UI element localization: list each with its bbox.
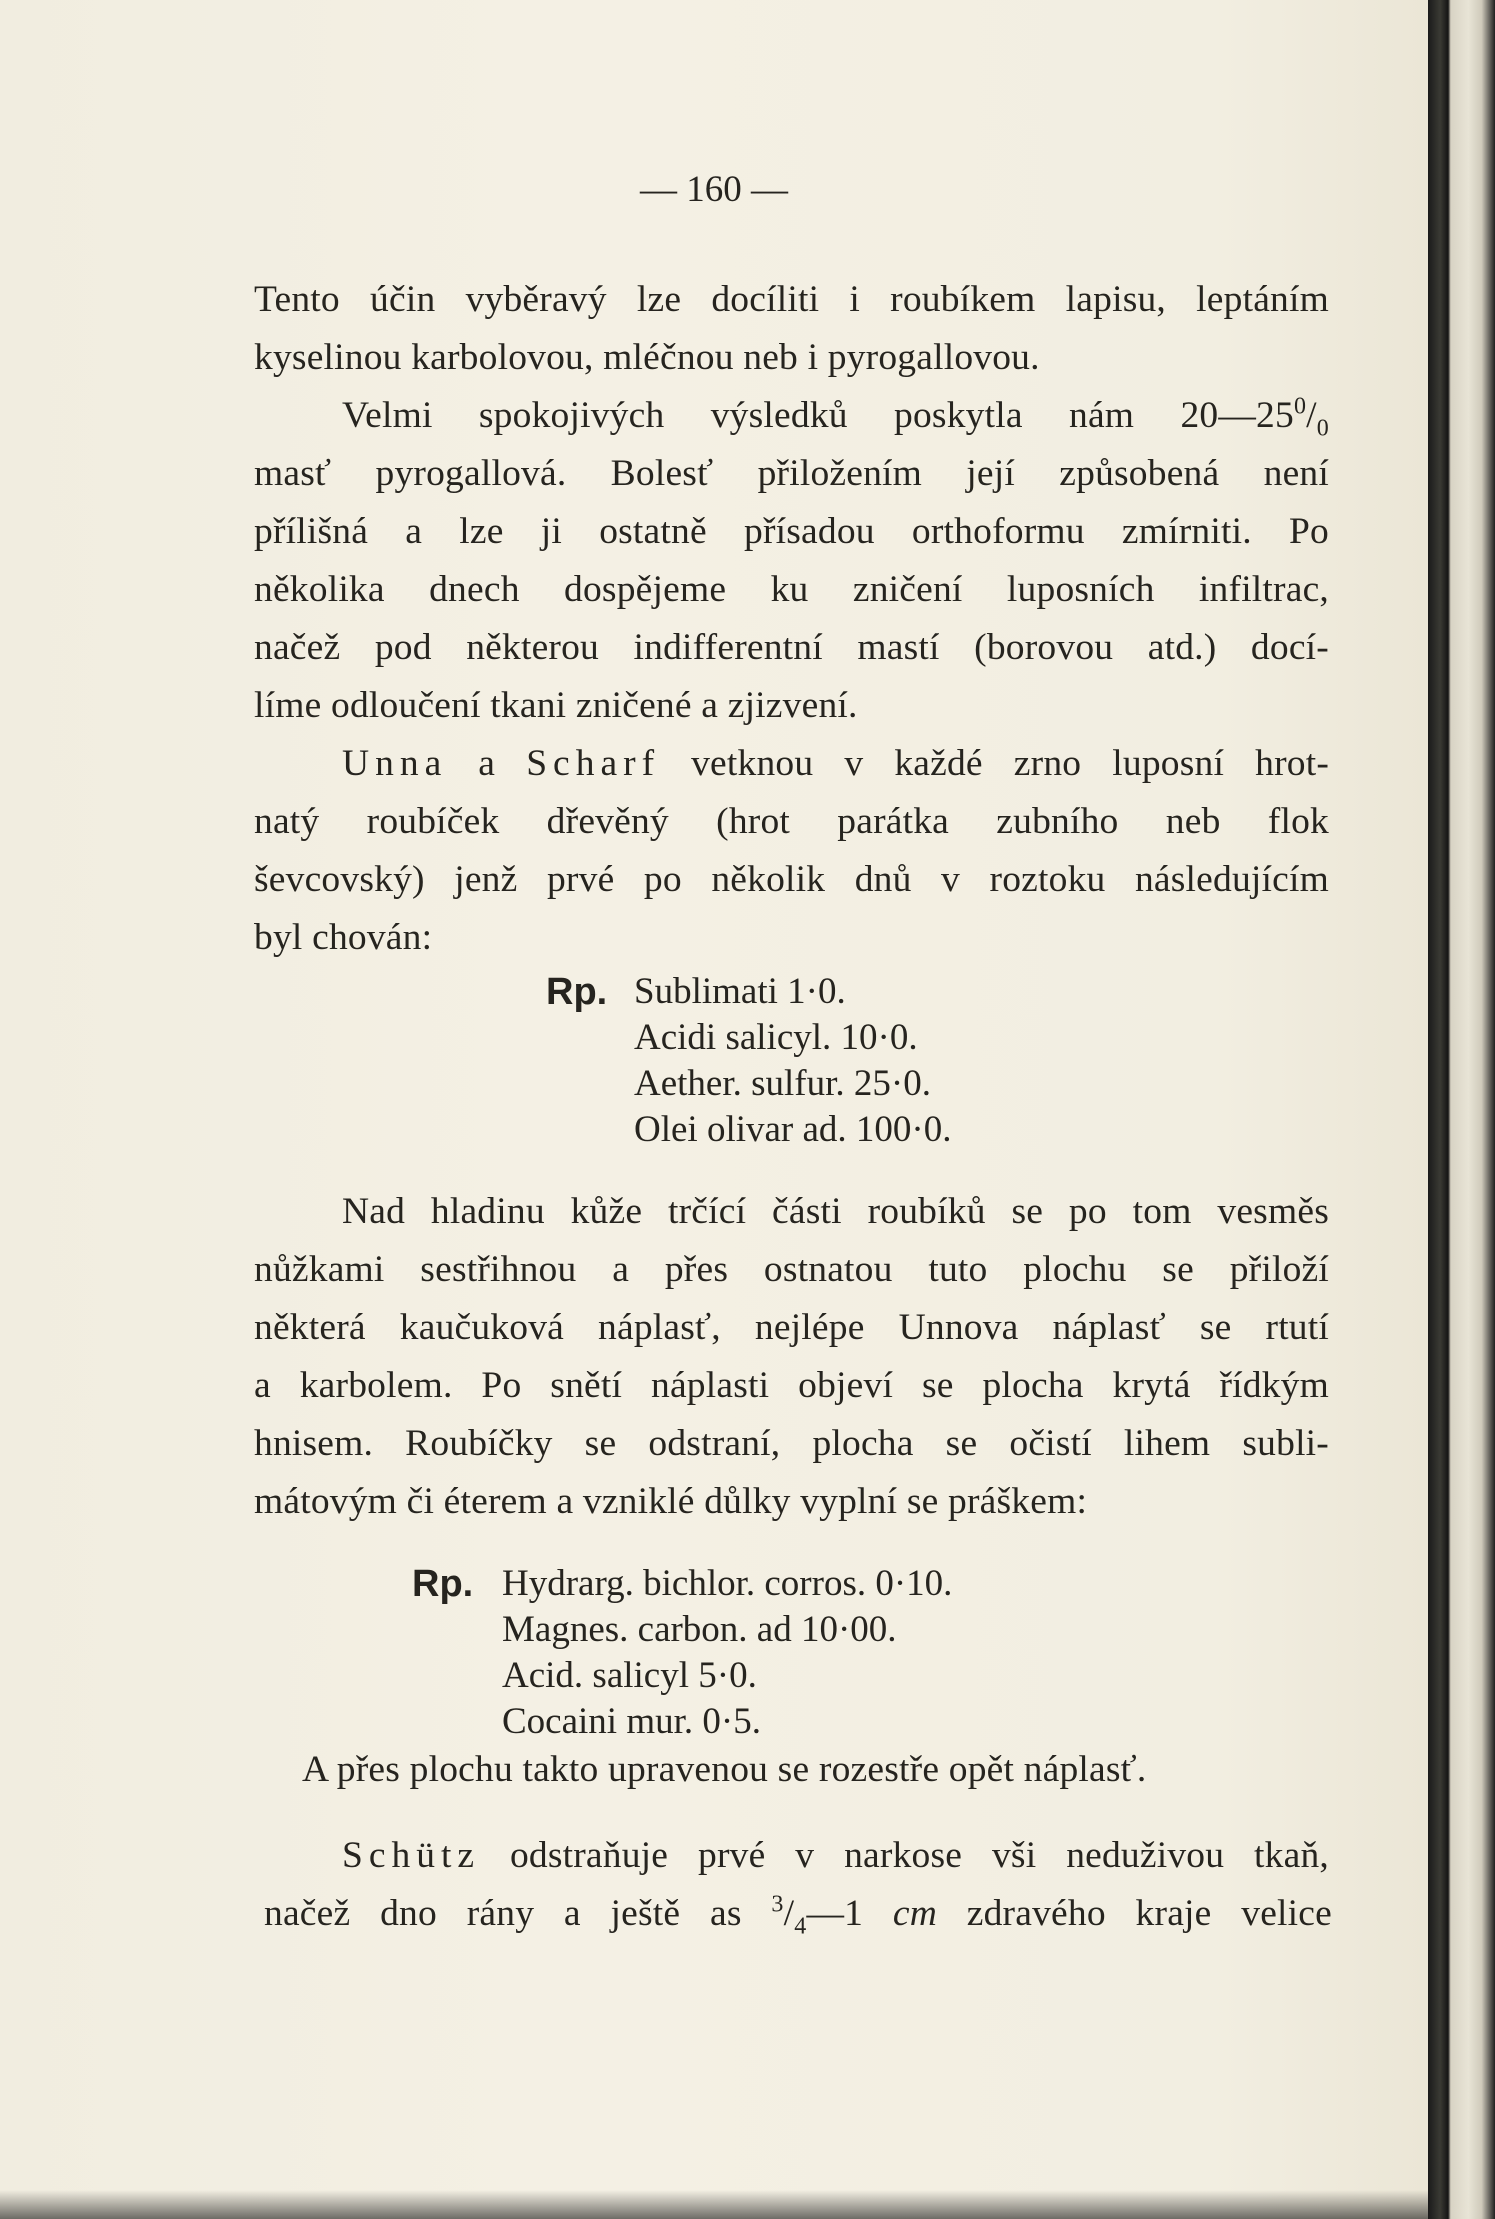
text-line: některá kaučuková náplasť, nejlépe Unnova náplasť se rtutí (254, 1307, 1329, 1348)
recipe-rp-label: Rp. (546, 971, 608, 1013)
recipe-item: Acid. salicyl 5·0. (502, 1655, 757, 1696)
fraction-slash: / (783, 1893, 795, 1934)
percent-subscript: 0 (1316, 415, 1329, 442)
text-line: mátovým či éterem a vzniklé důlky vyplní se práškem: (254, 1481, 1088, 1522)
text-line: ševcovský) jenž prvé po několik dnů v roztoku následujícím (254, 859, 1329, 900)
text-fragment: a (478, 743, 496, 784)
unit-cm: cm (892, 1893, 937, 1934)
text-fragment: odstraňuje prvé v narkose vši neduživou tkaň, (509, 1835, 1329, 1876)
fraction-denominator: 4 (794, 1913, 807, 1940)
percent-superscript: 0 (1293, 393, 1307, 420)
scan-shadow (0, 2190, 1428, 2219)
text-line (264, 1888, 1332, 1940)
text-line: přílišná a lze ji ostatně přísadou orthoformu zmírniti. Po (254, 511, 1329, 552)
text-line (342, 738, 1329, 790)
text-line: načež pod některou indifferentní mastí (borovou atd.) docí- (254, 627, 1329, 668)
text-fragment: zdravého kraje velice (966, 1893, 1332, 1934)
recipe-rp-label: Rp. (412, 1563, 474, 1605)
text-line: hnisem. Roubíčky se odstraní, plocha se očistí lihem subli- (254, 1423, 1329, 1464)
text-line: několika dnech dospějeme ku zničení luposních infiltrac, (254, 569, 1329, 610)
recipe-item: Cocaini mur. 0·5. (502, 1701, 761, 1742)
recipe-item: Acidi salicyl. 10·0. (634, 1017, 918, 1058)
author-name: Schütz (342, 1835, 481, 1876)
text-fragment: Velmi spokojivých výsledků poskytla nám 20—25 (342, 395, 1294, 436)
text-line: Tento účin vyběravý lze docíliti i roubíkem lapisu, leptáním (254, 279, 1329, 320)
text-line: natý roubíček dřevěný (hrot parátka zubního neb flok (254, 801, 1329, 842)
recipe-item: Magnes. carbon. ad 10·00. (502, 1609, 897, 1650)
text-line: byl chován: (254, 917, 433, 958)
text-fragment: —1 (806, 1893, 864, 1934)
page-number: — 160 — (640, 169, 788, 210)
text-fragment: vetknou v každé zrno luposní hrot- (691, 743, 1330, 784)
author-name: Scharf (526, 743, 661, 784)
text-line: a karbolem. Po snětí náplasti objeví se plocha krytá řídkým (254, 1365, 1329, 1406)
text-fragment: načež dno rány a ještě as (264, 1893, 742, 1934)
text-line: líme odloučení tkani zničené a zjizvení. (254, 685, 858, 726)
text-line: kyselinou karbolovou, mléčnou neb i pyrogallovou. (254, 337, 1040, 378)
text-line: masť pyrogallová. Bolesť přiložením její způsobená není (254, 453, 1329, 494)
text-line (342, 390, 1329, 442)
text-line: A přes plochu takto upravenou se rozestře opět náplasť. (302, 1749, 1147, 1790)
recipe-item: Hydrarg. bichlor. corros. 0·10. (502, 1563, 953, 1604)
recipe-item: Aether. sulfur. 25·0. (634, 1063, 931, 1104)
text-line (342, 1830, 1329, 1882)
next-page-edge (1428, 0, 1495, 2219)
text-line: nůžkami sestřihnou a přes ostnatou tuto plochu se přiloží (254, 1249, 1329, 1290)
recipe-item: Olei olivar ad. 100·0. (634, 1109, 952, 1150)
recipe-item: Sublimati 1·0. (634, 971, 846, 1012)
author-name: Unna (342, 743, 448, 784)
fraction-numerator: 3 (771, 1891, 784, 1918)
text-line: Nad hladinu kůže trčící části roubíků se po tom vesměs (342, 1191, 1329, 1232)
percent-slash: / (1306, 395, 1317, 436)
